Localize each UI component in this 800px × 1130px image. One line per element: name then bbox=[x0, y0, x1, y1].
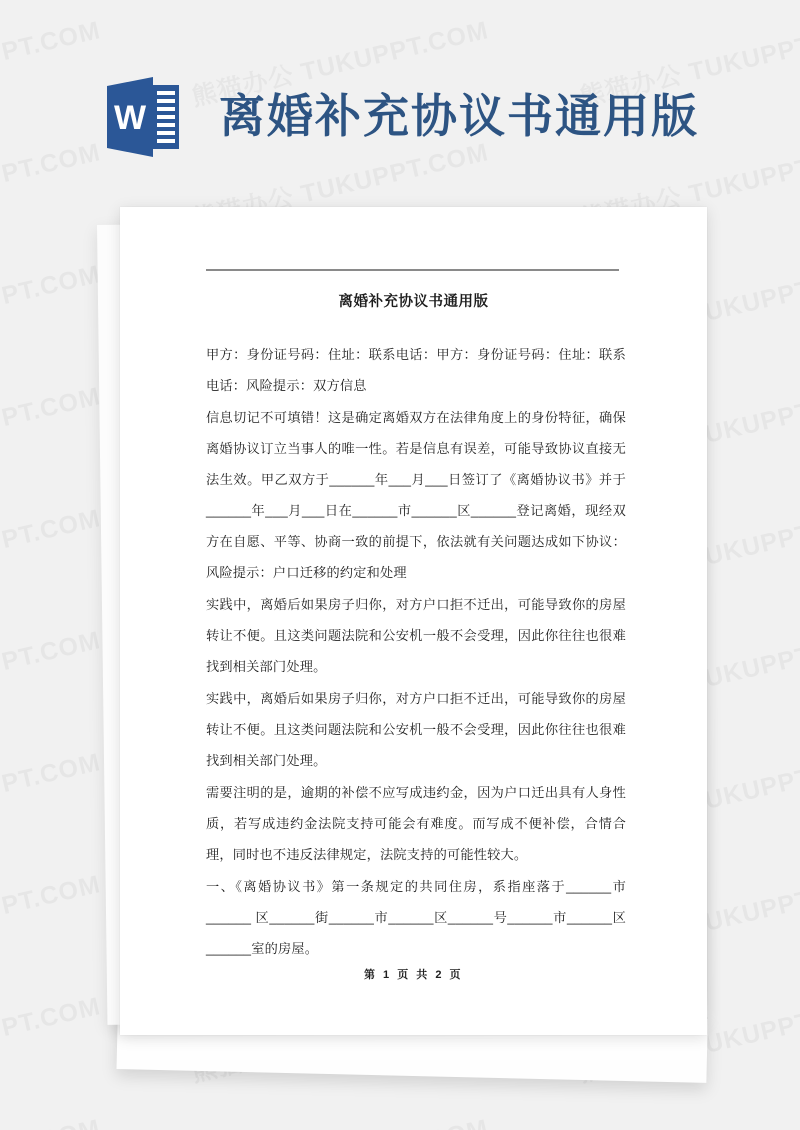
watermark-text bbox=[188, 1108, 492, 1130]
document-paragraph: 甲方：身份证号码：住址：联系电话：甲方：身份证号码：住址：联系电话：风险提示：双方信息 bbox=[206, 347, 626, 393]
watermark-text bbox=[0, 254, 104, 357]
document-paragraph: 需要注明的是，逾期的补偿不应写成违约金，因为户口迁出具有人身性质，若写成违约金法院支持可能会有难度。而写成不便补偿，合情合理，同时也不违反法律规定，法院支持的可能性较大。 bbox=[206, 785, 626, 862]
page-header bbox=[0, 62, 800, 172]
word-icon bbox=[101, 75, 185, 159]
watermark-text bbox=[0, 864, 104, 967]
watermark-text bbox=[0, 620, 104, 723]
watermark-text bbox=[0, 376, 104, 479]
watermark-text bbox=[0, 1108, 104, 1130]
document-paragraph: 实践中，离婚后如果房子归你，对方户口拒不迁出，可能导致你的房屋转让不便。且这类问题法院和公安机一般不会受理，因此你往往也很难找到相关部门处理。 bbox=[206, 597, 626, 674]
document-paragraph: 实践中，离婚后如果房子归你，对方户口拒不迁出，可能导致你的房屋转让不便。且这类问题法院和公安机一般不会受理，因此你往往也很难找到相关部门处理。 bbox=[206, 691, 626, 768]
page-title: 离婚补充协议书通用版 bbox=[219, 91, 699, 142]
watermark-text bbox=[0, 986, 104, 1089]
svg-text:W: W bbox=[113, 99, 147, 137]
document-body bbox=[206, 339, 626, 965]
document-top-rule bbox=[206, 269, 619, 271]
document-paragraph: 一、《离婚协议书》第一条规定的共同住房，系指座落于______市______ 区______街______市______区______号______市______区______室的房屋。 bbox=[206, 879, 626, 956]
document-content bbox=[120, 207, 707, 1035]
document-page bbox=[120, 207, 707, 1035]
document-paragraph: 信息切记不可填错！这是确定离婚双方在法律角度上的身份特征，确保离婚协议订立当事人的唯一性。若是信息有误差，可能导致协议直接无法生效。甲乙双方于______年___月___日签订了《离婚协议书》并于______年___月___日在______市______区______登记离婚，现经双方在自愿、平等、协商一致的前提下，依法就有关问题达成如下协议：风险提示：户口迁移的约定和处理 bbox=[206, 410, 626, 580]
document-title: 离婚补充协议书通用版 bbox=[338, 294, 489, 310]
watermark-text bbox=[0, 742, 104, 845]
watermark-text bbox=[0, 498, 104, 601]
watermark-text bbox=[576, 1108, 800, 1130]
document-page-footer: 第 1 页 共 2 页 bbox=[363, 969, 464, 981]
